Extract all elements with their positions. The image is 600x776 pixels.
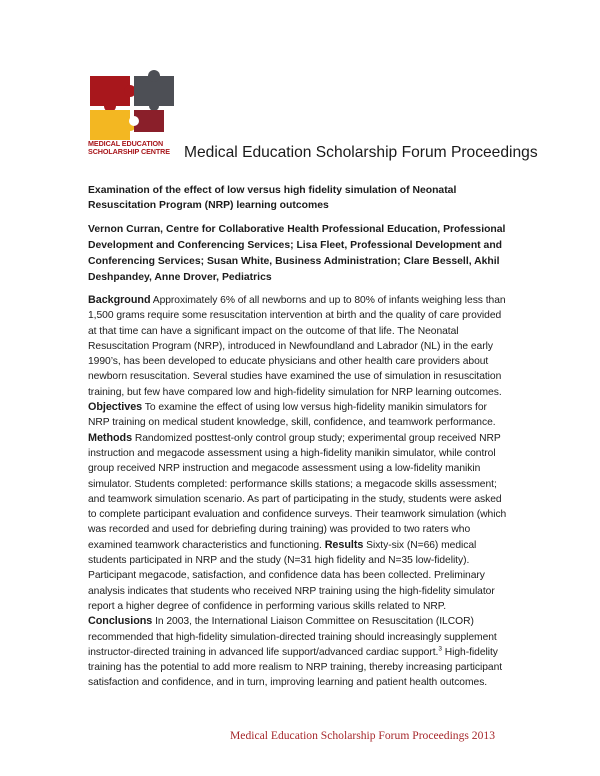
methods-heading: Methods <box>88 431 133 444</box>
conclusions-text-2: High-fidelity training has the potential to add more realism to NRP training, thereby increasing participant satisfaction and confidence, and in turn, improving learning and patient health outcomes. <box>88 646 503 689</box>
objectives-heading: Objectives <box>88 401 143 414</box>
objectives-text: To examine the effect of using low versus high-fidelity manikin simulators for NRP training on medical student knowledge, skill, confidence, and teamwork performance. <box>88 402 496 429</box>
abstract-body <box>88 293 510 691</box>
logo-line-2: SCHOLARSHIP CENTRE <box>88 147 170 156</box>
background-text: Approximately 6% of all newborns and up to 80% of infants weighing less than 1,500 grams require some resuscitation intervention at birth and the quality of care provided at that time can have a significant impact on the outcome of that life. The Neonatal Resuscitation Program (NRP), introduced in Newfoundland and Labrador (NL) in the early 1990’s, has been developed to educate physicians and other health care providers about newborn resuscitation. Several studies have examined the use of simulation in resuscitation training, but few have compared low and high-fidelity simulation for NRP learning outcomes. <box>88 295 506 398</box>
citation-marker: 3 <box>438 645 442 653</box>
article-authors: Vernon Curran, Centre for Collaborative Health Professional Education, Professional Development and Conferencing Services; Lisa Fleet, Professional Development and Conferencing Services; Susan White, Business Administration; Clare Bessell, Akhil Deshpandey, Anne Drover, Pediatrics <box>88 224 506 283</box>
logo-line-1: MEDICAL EDUCATION <box>88 139 164 148</box>
logo-wordmark <box>88 140 180 156</box>
results-heading: Results <box>324 538 364 551</box>
results-text: Sixty-six (N=66) medical students participated in NRP and the study (N=31 high fidelity and N=35 low-fidelity). Participant megacode, satisfaction, and confidence data has been collected. Preliminary analysis indicates that students who received NRP training using the high-fidelity simulator report a higher degree of confidence in performing various skills related to NRP. <box>88 539 495 612</box>
conclusions-text-1: In 2003, the International Liaison Committee on Resuscitation (ILCOR) recommended that high-fidelity simulation-directed training should increasingly supplement instructor-directed training in advanced life support/advanced cardiac support. <box>88 616 497 658</box>
page-footer: Medical Education Scholarship Forum Proceedings 2013 <box>230 729 495 742</box>
conclusions-heading: Conclusions <box>88 615 153 628</box>
article-title: Examination of the effect of low versus high fidelity simulation of Neonatal Resuscitation Program (NRP) learning outcomes <box>88 185 457 211</box>
methods-text: Randomized posttest-only control group study; experimental group received NRP instruction and megacode assessment using a high-fidelity manikin simulator, while control group received NRP instruction and megacode assessment using a low-fidelity manikin simulator. Students completed: performance skills stations; a megacode skills assessment; and teamwork simulation scenario. As part of participating in the study, students were asked to complete participant evaluation and confidence surveys. Their teamwork simulation (which was recorded and used for debriefing during training) was provided to two raters who examined teamwork characteristics and functioning. <box>88 432 507 551</box>
background-heading: Background <box>88 294 151 306</box>
puzzle-logo-icon <box>88 70 180 148</box>
header-title: Medical Education Scholarship Forum Proceedings <box>184 144 538 161</box>
